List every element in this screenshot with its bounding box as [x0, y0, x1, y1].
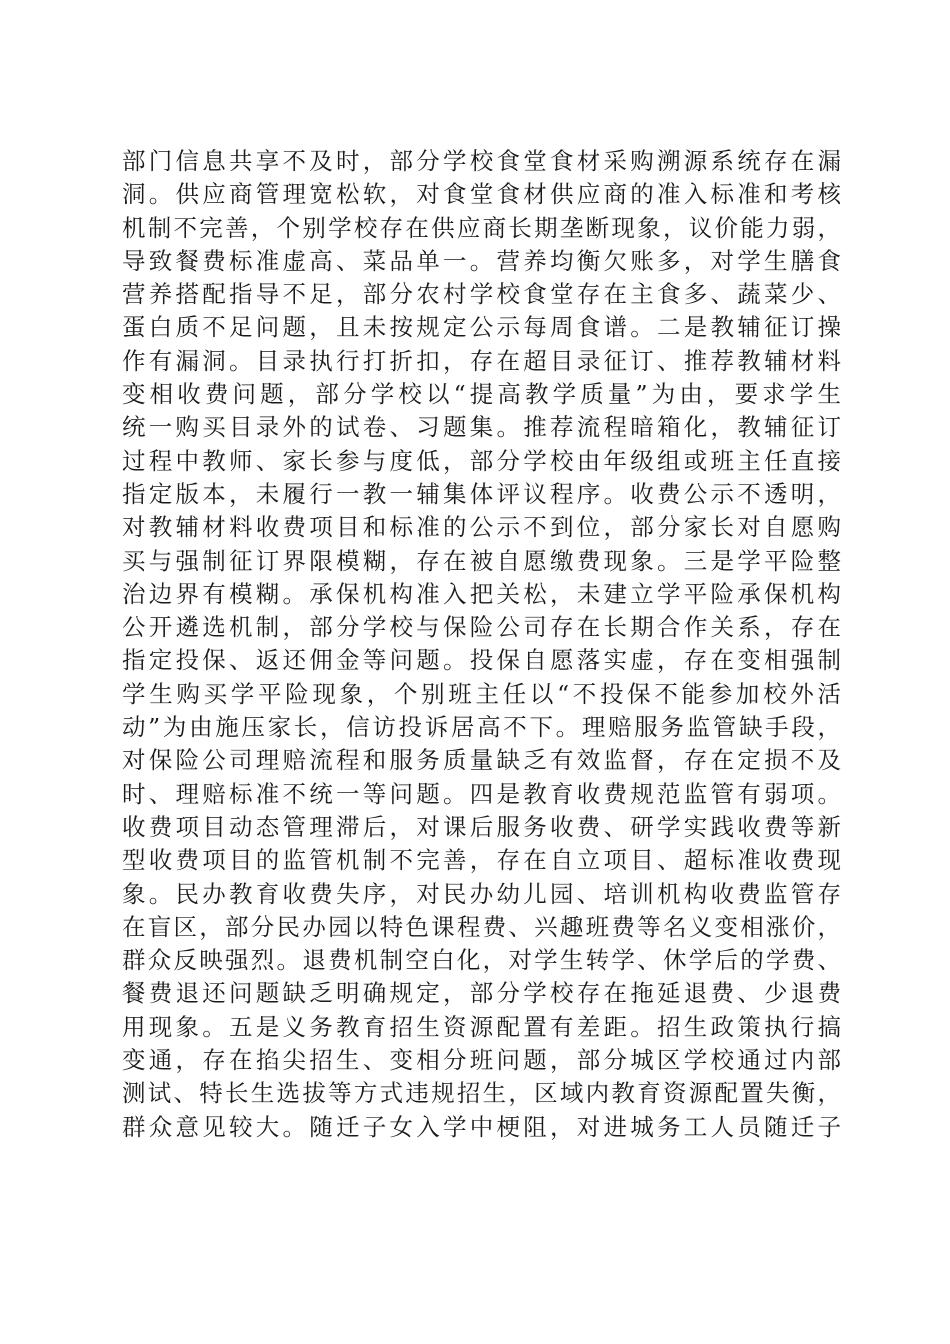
text-line: 型收费项目的监管机制不完善，存在自立项目、超标准收费现 [122, 846, 842, 875]
text-line: 变相收费问题，部分学校以“提高教学质量”为由，要求学生 [122, 380, 842, 409]
text-line: 群众意见较大。随迁子女入学中梗阻，对进城务工人员随迁子 [122, 1112, 842, 1141]
text-line: 洞。供应商管理宽松软，对食堂食材供应商的准入标准和考核 [122, 180, 842, 209]
text-line: 蛋白质不足问题，且未按规定公示每周食谱。二是教辅征订操 [122, 313, 842, 342]
text-line: 部门信息共享不及时，部分学校食堂食材采购溯源系统存在漏 [122, 147, 842, 175]
text-line: 变通，存在掐尖招生、变相分班问题，部分城区学校通过内部 [122, 1046, 842, 1075]
text-line: 时、理赔标准不统一等问题。四是教育收费规范监管有弱项。 [122, 779, 842, 808]
text-line: 治边界有模糊。承保机构准入把关松，未建立学平险承保机构 [122, 579, 842, 608]
text-line: 导致餐费标准虚高、菜品单一。营养均衡欠账多，对学生膳食 [122, 246, 842, 275]
text-line: 象。民办教育收费失序，对民办幼儿园、培训机构收费监管存 [122, 879, 842, 908]
text-line: 对教辅材料收费项目和标准的公示不到位，部分家长对自愿购 [122, 513, 842, 542]
text-line: 群众反映强烈。退费机制空白化，对学生转学、休学后的学费、 [122, 946, 842, 975]
text-line: 用现象。五是义务教育招生资源配置有差距。招生政策执行搞 [122, 1012, 842, 1041]
text-line: 营养搭配指导不足，部分农村学校食堂存在主食多、蔬菜少、 [122, 280, 842, 309]
text-line: 买与强制征订界限模糊，存在被自愿缴费现象。三是学平险整 [122, 546, 842, 575]
text-line: 餐费退还问题缺乏明确规定，部分学校存在拖延退费、少退费 [122, 979, 842, 1008]
text-line: 在盲区，部分民办园以特色课程费、兴趣班费等名义变相涨价， [122, 912, 842, 941]
text-line: 公开遴选机制，部分学校与保险公司存在长期合作关系，存在 [122, 613, 842, 642]
text-line: 动”为由施压家长，信访投诉居高不下。理赔服务监管缺手段， [122, 713, 842, 742]
text-line: 学生购买学平险现象，个别班主任以“不投保不能参加校外活 [122, 679, 842, 708]
text-line: 过程中教师、家长参与度低，部分学校由年级组或班主任直接 [122, 446, 842, 475]
text-line: 指定版本，未履行一教一辅集体评议程序。收费公示不透明， [122, 479, 842, 508]
text-line: 测试、特长生选拔等方式违规招生，区域内教育资源配置失衡， [122, 1079, 842, 1108]
text-line: 机制不完善，个别学校存在供应商长期垄断现象，议价能力弱， [122, 213, 842, 242]
body-text [122, 145, 842, 1144]
text-line: 指定投保、返还佣金等问题。投保自愿落实虚，存在变相强制 [122, 646, 842, 675]
text-line: 作有漏洞。目录执行打折扣，存在超目录征订、推荐教辅材料 [122, 346, 842, 375]
text-line: 对保险公司理赔流程和服务质量缺乏有效监督，存在定损不及 [122, 746, 842, 775]
text-line: 统一购买目录外的试卷、习题集。推荐流程暗箱化，教辅征订 [122, 413, 842, 442]
text-line: 收费项目动态管理滞后，对课后服务收费、研学实践收费等新 [122, 812, 842, 841]
